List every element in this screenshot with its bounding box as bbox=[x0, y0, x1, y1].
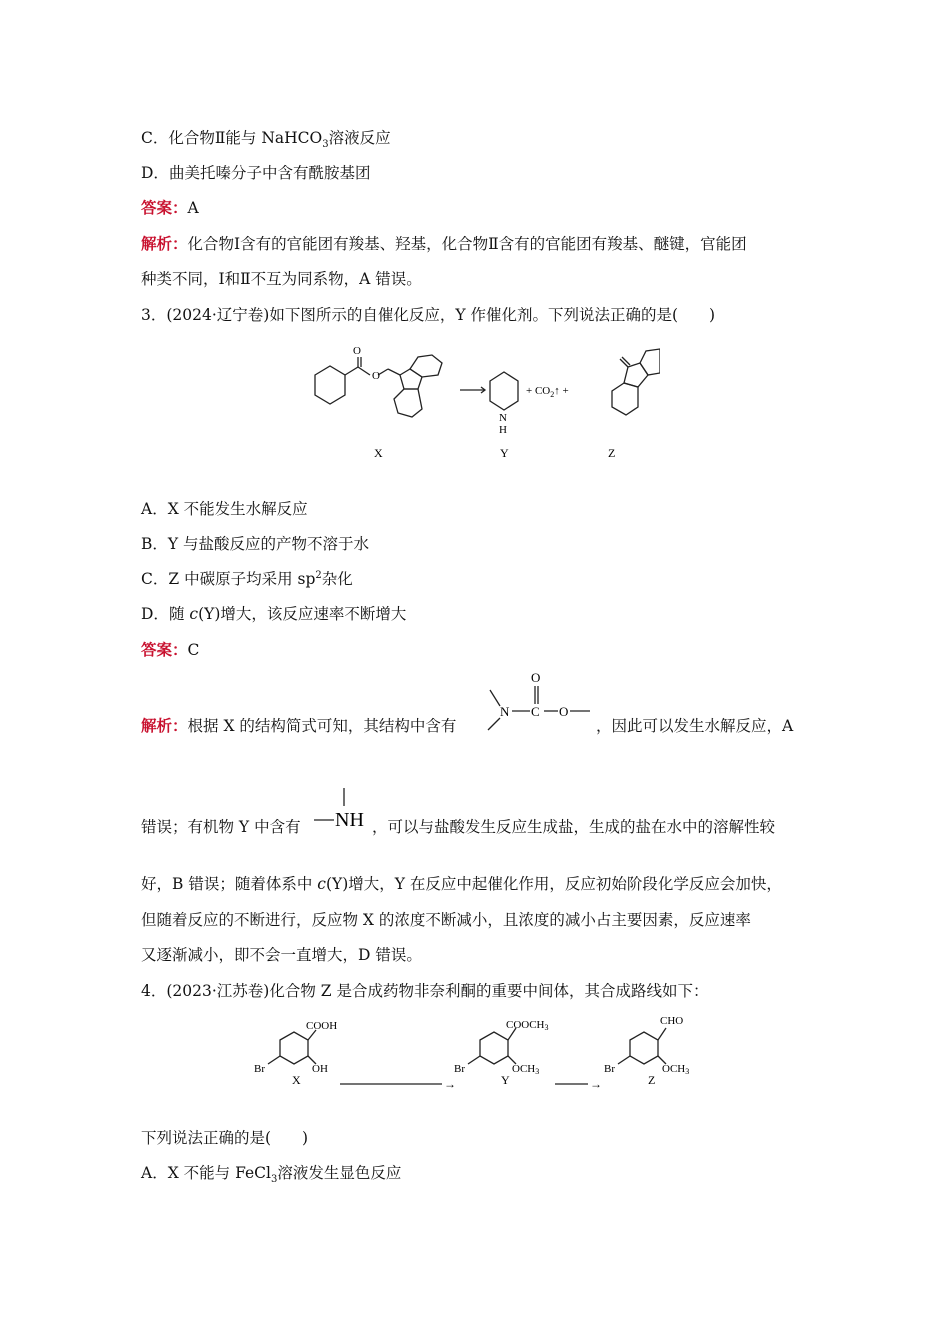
svg-text:OCH3: OCH3 bbox=[512, 1063, 540, 1076]
svg-text:N: N bbox=[500, 704, 510, 719]
svg-text:NH: NH bbox=[335, 809, 364, 831]
q3-analysis-line2b: ，可以与盐酸发生反应生成盐，生成的盐在水中的溶解性较 bbox=[372, 818, 776, 836]
svg-text:X: X bbox=[292, 1073, 301, 1087]
q3-answer: 答案：C bbox=[141, 640, 200, 659]
q4-stem: 4．(2023·江苏卷)化合物 Z 是合成药物非奈利酮的重要中间体，其合成路线如下： bbox=[141, 982, 709, 1000]
svg-text:Y: Y bbox=[501, 1073, 510, 1087]
svg-text:O: O bbox=[559, 704, 569, 719]
q2-analysis-line2: 种类不同，Ⅰ和Ⅱ不互为同系物，A 错误。 bbox=[141, 270, 422, 288]
q3-analysis-line1a: 解析：根据 X 的结构简式可知，其结构中含有 bbox=[141, 716, 457, 735]
svg-text:Br: Br bbox=[254, 1063, 265, 1075]
svg-text:COOH: COOH bbox=[306, 1020, 338, 1032]
q3-analysis-line3: 好，B 错误；随着体系中 c(Y)增大，Y 在反应中起催化作用，反应初始阶段化学反应会加快， bbox=[141, 875, 782, 893]
q4-synthesis-figure bbox=[250, 1010, 710, 1095]
svg-text:CHO: CHO bbox=[660, 1015, 684, 1027]
svg-text:Br: Br bbox=[604, 1063, 615, 1075]
svg-text:COOCH3: COOCH3 bbox=[506, 1019, 549, 1032]
q3-option-c: C．Z 中碳原子均采用 $sp^2$杂化 bbox=[141, 569, 353, 588]
q3-analysis-line2a: 错误；有机物 Y 中含有 bbox=[141, 818, 301, 836]
label-y: Y bbox=[500, 446, 509, 460]
label-x: X bbox=[374, 446, 383, 460]
q3-stem: 3．(2024·辽宁卷)如下图所示的自催化反应，Y 作催化剂。下列说法正确的是( ) bbox=[141, 306, 716, 324]
amine-fragment bbox=[312, 786, 374, 832]
svg-text:OH: OH bbox=[312, 1063, 328, 1075]
carbamate-fragment bbox=[484, 668, 594, 734]
q3-option-d: D．随 c(Y)增大，该反应速率不断增大 bbox=[141, 605, 407, 623]
svg-text:→: → bbox=[590, 1077, 602, 1091]
svg-text:OCH3: OCH3 bbox=[662, 1063, 690, 1076]
q2-option-d: D．曲美托嗪分子中含有酰胺基团 bbox=[141, 164, 371, 182]
q2-answer: 答案：A bbox=[141, 198, 199, 217]
svg-text:O: O bbox=[372, 370, 380, 382]
svg-text:O: O bbox=[353, 345, 361, 357]
q2-option-c: C．化合物Ⅱ能与 NaHCO$_3$溶液反应 bbox=[141, 129, 391, 151]
q3-option-a: A．X 不能发生水解反应 bbox=[141, 500, 308, 518]
q3-analysis-line1b: ，因此可以发生水解反应，A bbox=[596, 717, 794, 735]
svg-text:N: N bbox=[499, 412, 507, 424]
q2-analysis-line1: 解析：化合物Ⅰ含有的官能团有羧基、羟基，化合物Ⅱ含有的官能团有羧基、醚键，官能团 bbox=[141, 234, 747, 253]
q3-analysis-line5: 又逐渐减小，即不会一直增大，D 错误。 bbox=[141, 946, 422, 964]
q4-option-a: A．X 不能与 FeCl$_3$溶液发生显色反应 bbox=[141, 1164, 402, 1186]
q3-reaction-figure bbox=[290, 345, 660, 465]
svg-text:C: C bbox=[531, 704, 540, 719]
svg-text:+ CO2↑ +: + $CO_2↑$ + bbox=[526, 385, 569, 399]
svg-text:O: O bbox=[531, 670, 541, 685]
q3-analysis-line4: 但随着反应的不断进行，反应物 X 的浓度不断减小，且浓度的减小占主要因素，反应速率 bbox=[141, 911, 751, 929]
svg-text:→: → bbox=[444, 1077, 456, 1091]
label-z: Z bbox=[608, 446, 616, 460]
q3-option-b: B．Y 与盐酸反应的产物不溶于水 bbox=[141, 535, 370, 553]
svg-text:H: H bbox=[499, 424, 507, 436]
svg-text:Br: Br bbox=[454, 1063, 465, 1075]
q4-question: 下列说法正确的是( ) bbox=[141, 1129, 309, 1147]
svg-text:Z: Z bbox=[648, 1073, 656, 1087]
